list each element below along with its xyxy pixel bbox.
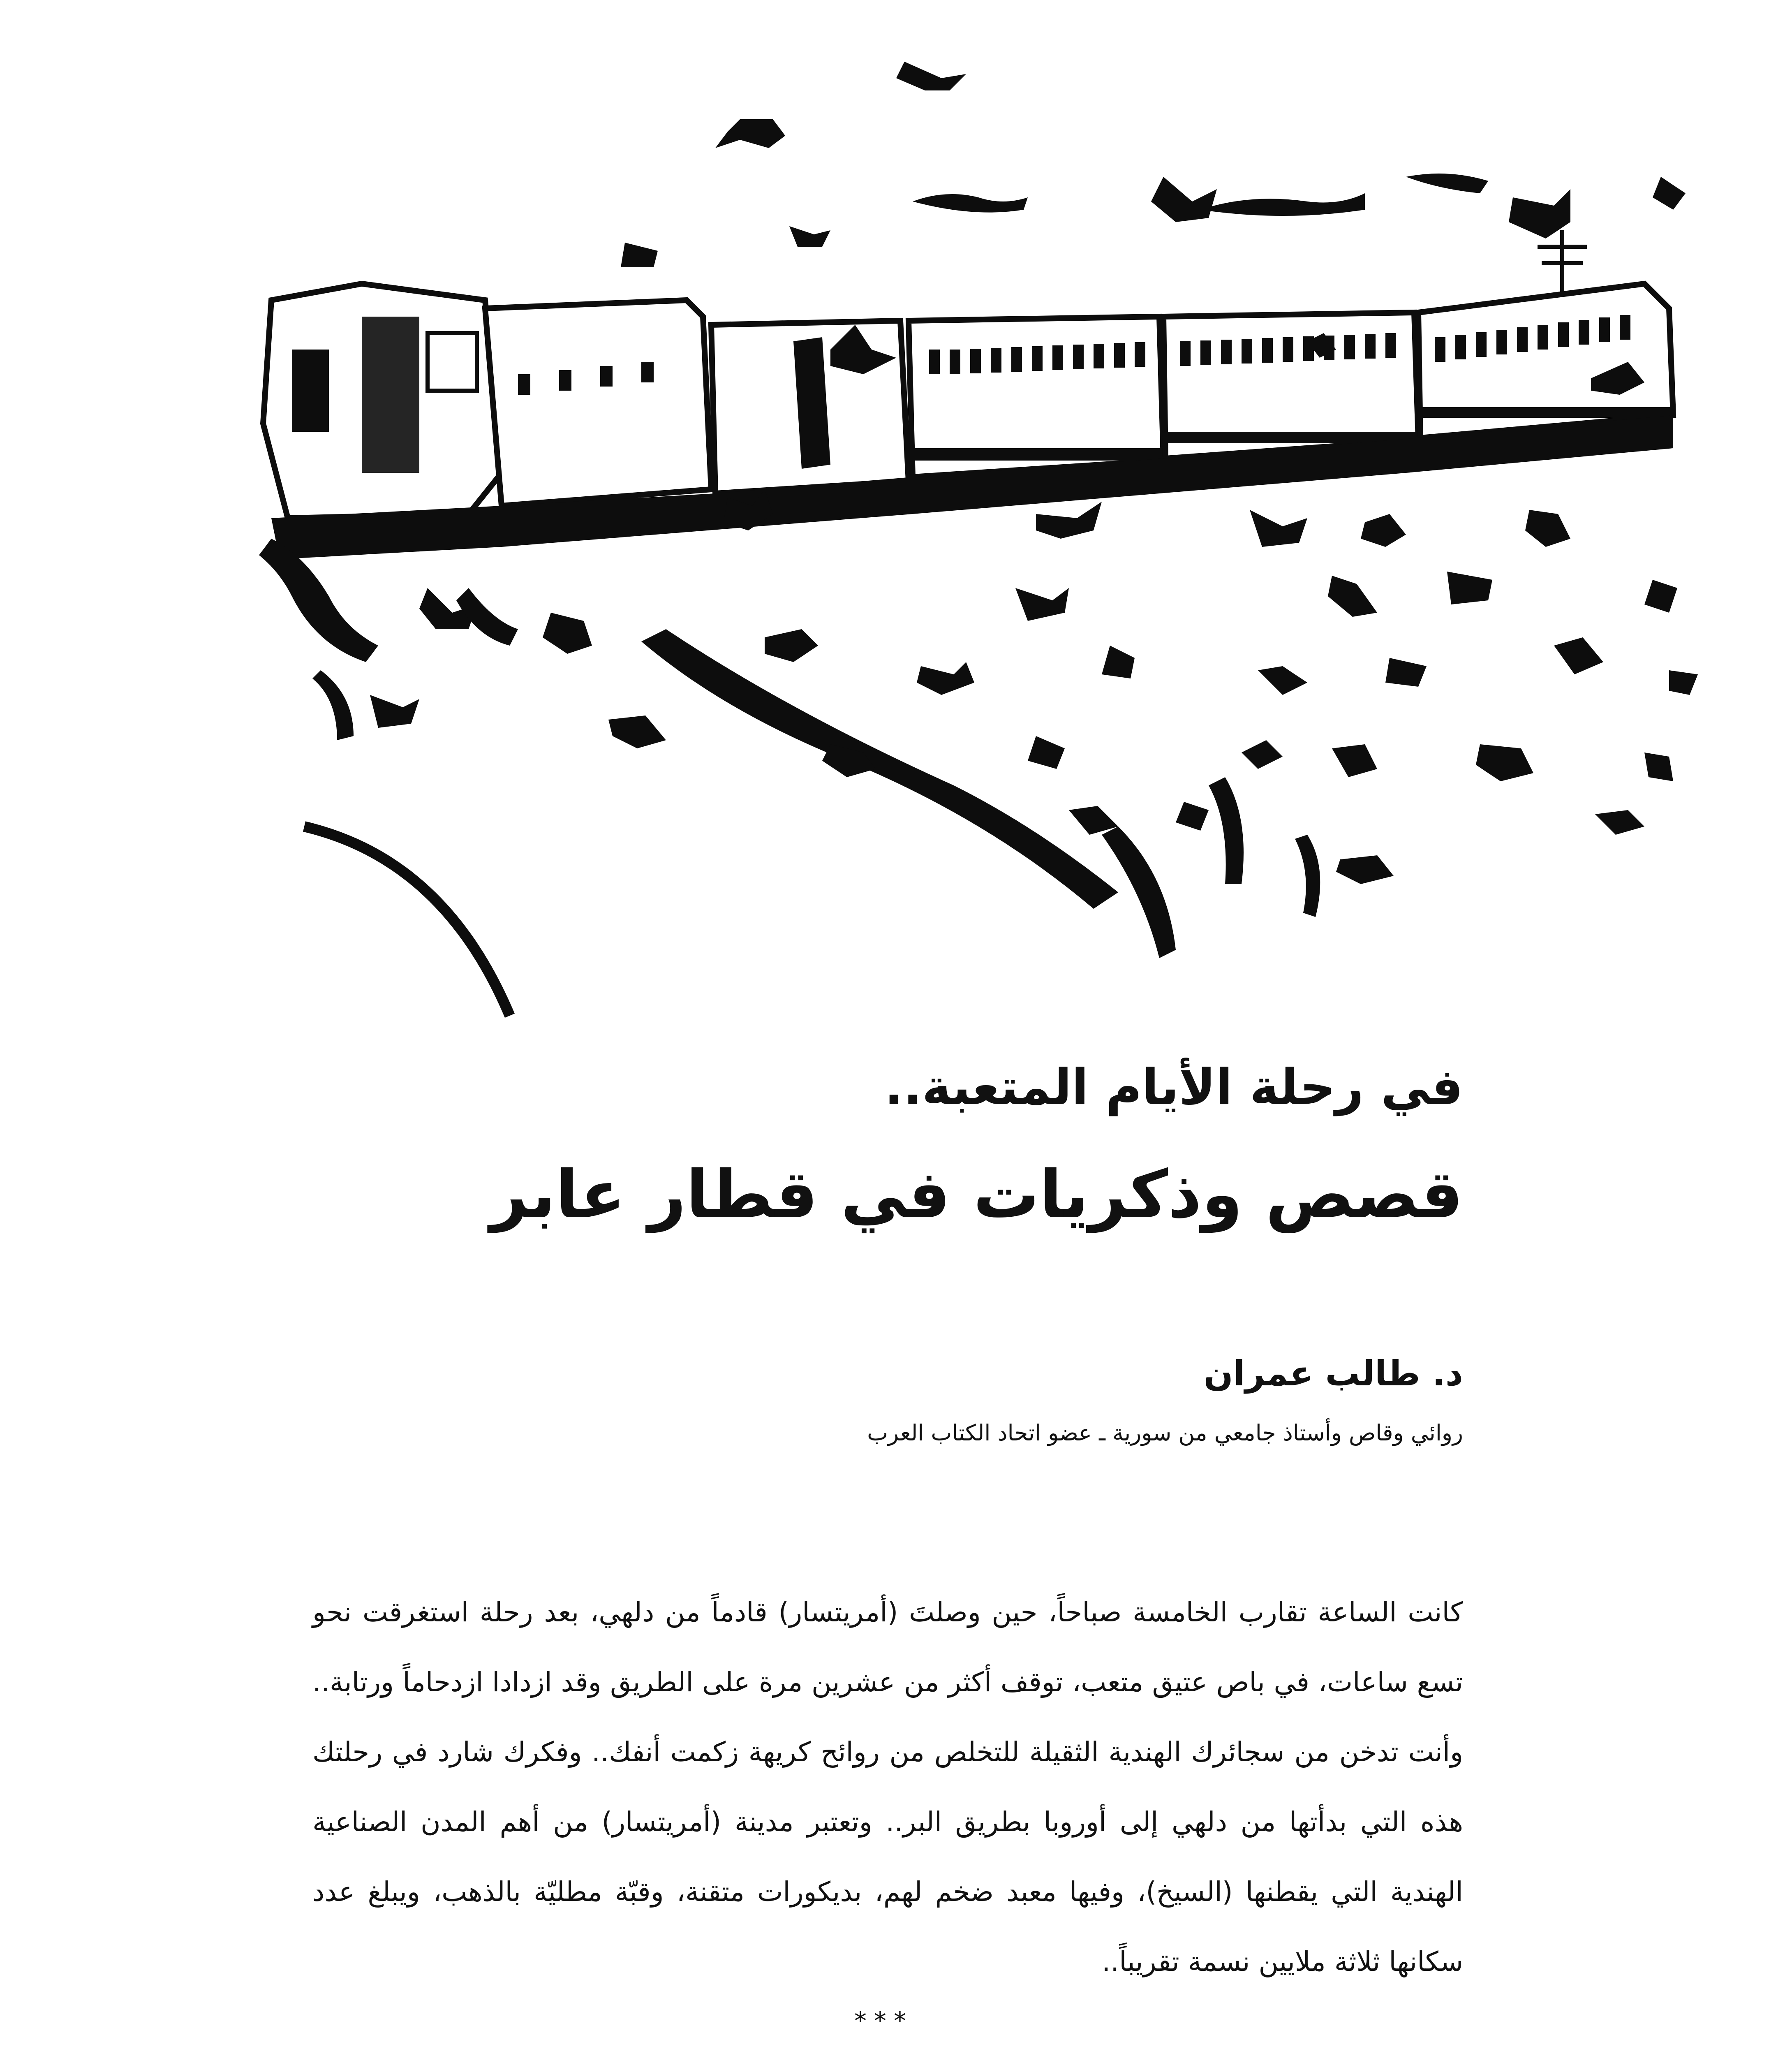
article-body-paragraph: كانت الساعة تقارب الخامسة صباحاً، حين وصلتَ (أمريتسار) قادماً من دلهي، بعد رحلة استغرقت نحو تسع ساعات، في باص عتيق متعب، توقف أكثر من عشرين مرة على الطريق وقد ازدادا ازدحاماً ورتابة.. وأنت تدخن من سجائرك الهندية الثقيلة للتخلص من روائح كريهة زكمت أنفك.. وفكرك شارد في رحلتك هذه التي بدأتها من دلهي إلى أوروبا بطريق البر.. وتعتبر مدينة (أمريتسار) من أهم المدن الصناعية الهندية التي يقطنها (السيخ)، وفيها معبد ضخم لهم، بديكورات متقنة، وقبّة مطليّة بالذهب، ويبلغ عدد سكانها ثلاثة ملايين نسمة تقريباً.. [312, 1596, 1463, 1977]
rail-track [304, 827, 510, 1016]
article-subtitle: في رحلة الأيام المتعبة.. [884, 1059, 1463, 1116]
train-crows-svg [255, 53, 1710, 1024]
section-separator: *** [854, 2007, 913, 2035]
train-crows-illustration [255, 53, 1710, 1024]
author-bio: روائي وقاص وأستاذ جامعي من سورية ـ عضو اتحاد الكتاب العرب [867, 1420, 1463, 1446]
author-block [312, 1349, 1463, 1452]
article-title: قصص وذكريات في قطار عابر [490, 1156, 1463, 1233]
author-name: د. طالب عمران [1203, 1353, 1463, 1394]
title-block [394, 1053, 1463, 1242]
